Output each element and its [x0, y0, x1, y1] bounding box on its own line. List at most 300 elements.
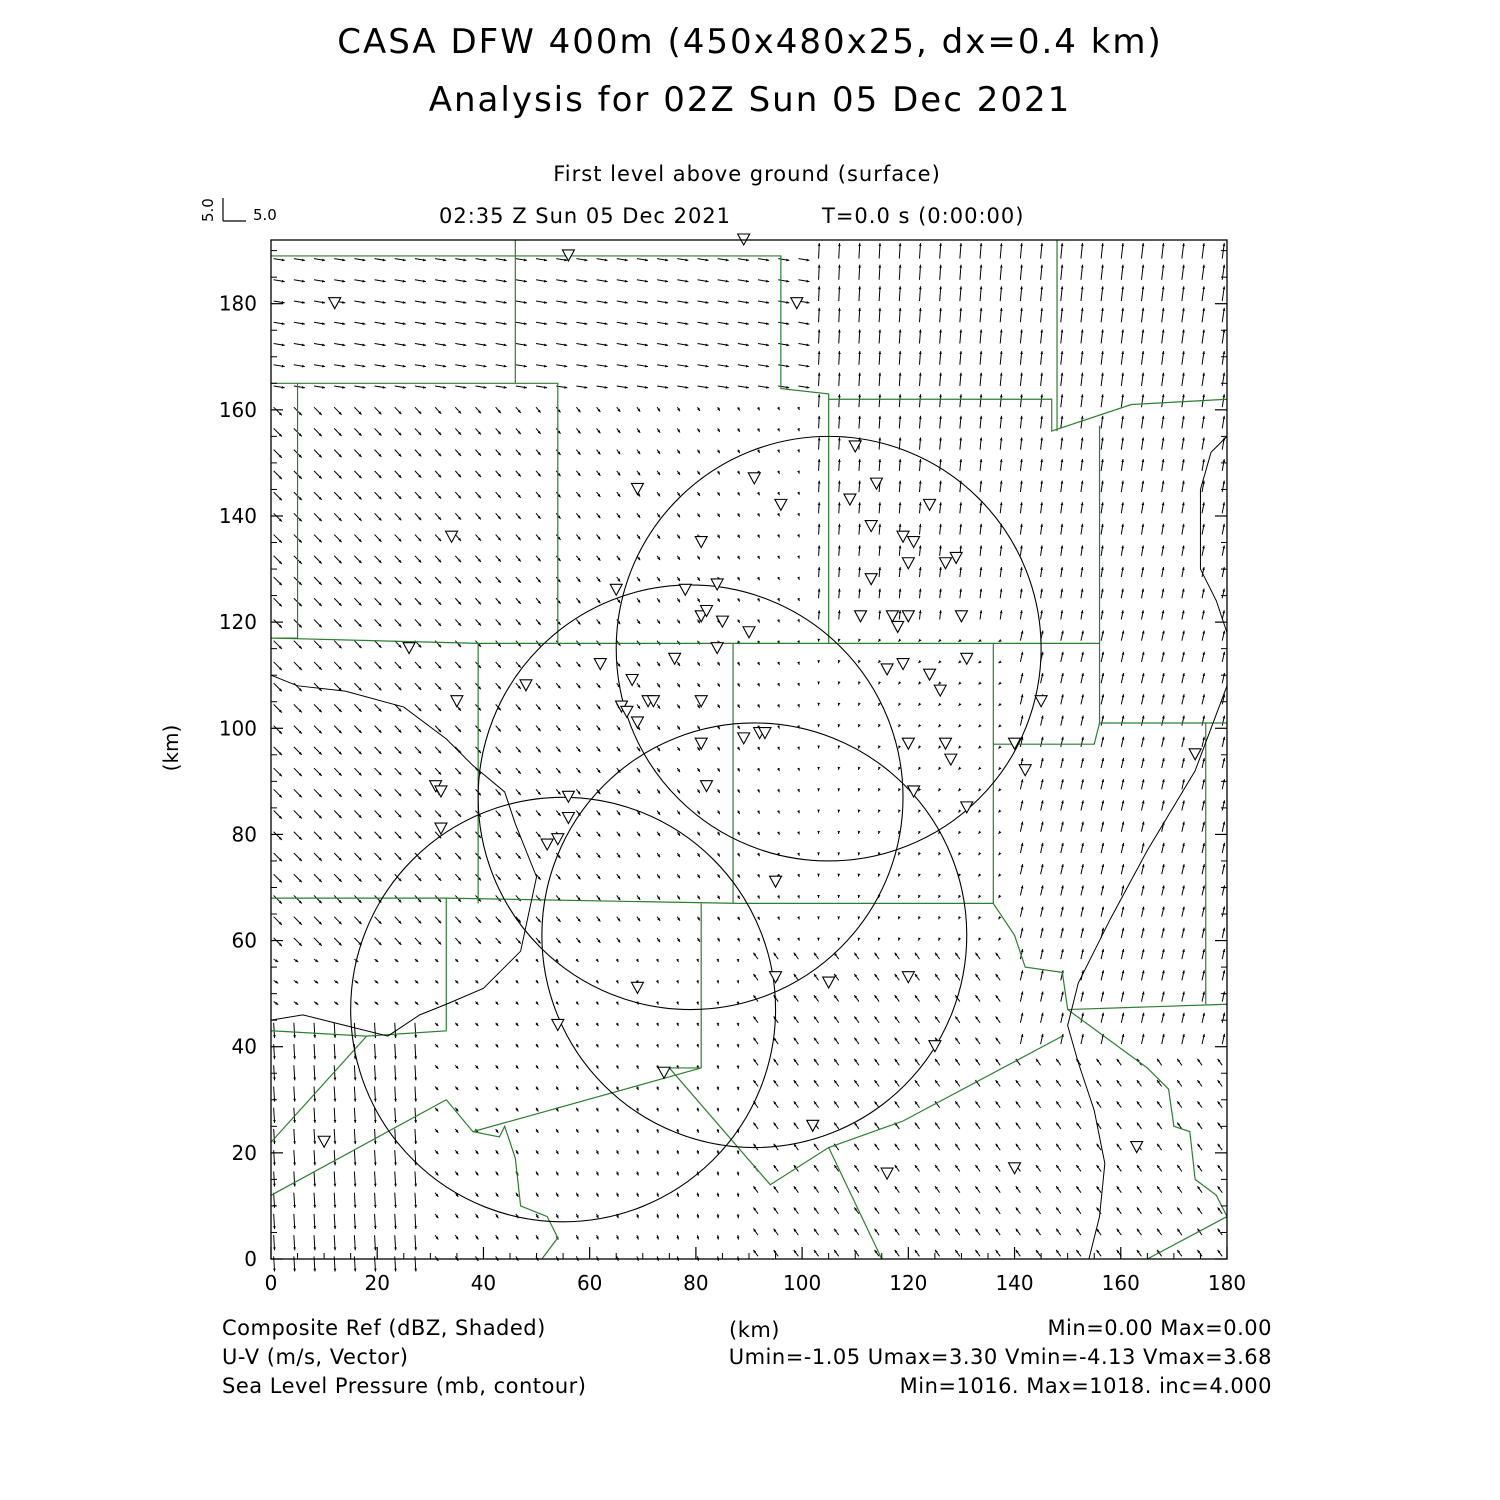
- wind-vector-head: [817, 788, 820, 791]
- station-marker: [329, 298, 341, 309]
- wind-vector-head: [980, 329, 983, 332]
- county-boundary-line: [271, 1031, 367, 1142]
- wind-vector-head: [919, 481, 922, 484]
- wind-vector-head: [898, 873, 901, 876]
- title-line-1: CASA DFW 400m (450x480x25, dx=0.4 km): [337, 22, 1163, 62]
- wind-vector-head: [838, 373, 841, 376]
- wind-vector-head: [636, 1172, 639, 1175]
- wind-vector-head: [797, 746, 800, 749]
- wind-vector-head: [980, 243, 983, 246]
- wind-vector-head: [938, 767, 941, 770]
- station-marker: [318, 1136, 330, 1147]
- wind-vector-head: [858, 243, 861, 246]
- wind-vector-head: [919, 308, 922, 311]
- wind-vector-head: [899, 481, 902, 484]
- wind-vector-head: [980, 308, 983, 311]
- wind-vector-head: [919, 394, 922, 397]
- wind-vector-head: [858, 660, 861, 663]
- wind-vector-head: [818, 545, 821, 548]
- county-boundary-line: [829, 399, 1227, 431]
- y-tick-label: 40: [231, 1034, 257, 1059]
- wind-vector-head: [273, 1141, 276, 1144]
- wind-vector-head: [858, 589, 861, 592]
- wind-vector-head: [838, 329, 841, 332]
- wind-vector-head: [958, 831, 961, 834]
- wind-vector-head: [918, 873, 921, 876]
- wind-vector-head: [394, 1162, 397, 1165]
- wind-vector-head: [394, 1184, 397, 1187]
- station-marker: [881, 1168, 893, 1179]
- wind-vector-head: [958, 724, 961, 727]
- wind-vector-head: [313, 1035, 316, 1038]
- county-boundary-line: [473, 903, 701, 1131]
- wind-vector-head: [394, 1078, 397, 1081]
- station-marker: [775, 499, 787, 510]
- wind-vector-head: [838, 416, 841, 419]
- wind-vector-head: [414, 1205, 417, 1208]
- wind-vector-head: [978, 809, 981, 812]
- station-marker: [902, 738, 914, 749]
- station-marker: [902, 611, 914, 622]
- wind-vector-head: [980, 373, 983, 376]
- wind-vector-head: [414, 1269, 417, 1272]
- station-marker: [1019, 765, 1031, 776]
- wind-vector-head: [938, 916, 941, 919]
- wind-vector-head: [919, 459, 922, 462]
- wind-vector-head: [636, 1151, 639, 1154]
- wind-vector-head: [878, 745, 881, 748]
- wind-vector-head: [414, 1247, 417, 1250]
- wind-vector-head: [797, 513, 800, 516]
- wind-vector-head: [919, 286, 922, 289]
- wind-vector-head: [918, 809, 921, 812]
- y-tick-label: 80: [231, 822, 257, 847]
- wind-vector-head: [818, 610, 821, 613]
- wind-vector-head: [958, 745, 961, 748]
- station-markers: [318, 234, 1201, 1179]
- wind-vector-head: [414, 1099, 417, 1102]
- wind-vector-head: [939, 437, 942, 440]
- wind-vector-head: [354, 1078, 357, 1081]
- wind-vector-head: [354, 1269, 357, 1272]
- wind-vector-head: [918, 660, 921, 663]
- wind-vector-head: [978, 873, 981, 876]
- wind-vector-head: [414, 1141, 417, 1144]
- station-marker: [695, 537, 707, 548]
- title-line-2: Analysis for 02Z Sun 05 Dec 2021: [428, 80, 1072, 120]
- wind-vector-head: [273, 1247, 276, 1250]
- wind-vector-head: [797, 916, 800, 919]
- wind-vector-head: [1000, 329, 1003, 332]
- station-marker: [669, 653, 681, 664]
- station-marker: [961, 653, 973, 664]
- wind-vector-head: [313, 1120, 316, 1123]
- wind-vector-head: [878, 724, 881, 727]
- station-marker: [929, 1041, 941, 1052]
- county-boundary-line: [669, 1036, 1062, 1185]
- wind-vector-head: [858, 703, 861, 706]
- wind-vector-head: [313, 1162, 316, 1165]
- wind-vector-head: [959, 416, 962, 419]
- wind-vector-head: [959, 243, 962, 246]
- wind-vector-head: [817, 916, 820, 919]
- wind-vector-head: [374, 1120, 377, 1123]
- integration-time-label: T=0.0 s (0:00:00): [822, 204, 1025, 228]
- wind-vector-head: [998, 788, 1001, 791]
- station-marker: [844, 494, 856, 505]
- wind-vector-head: [797, 662, 800, 665]
- wind-vector-head: [919, 243, 922, 246]
- wind-vector-head: [878, 767, 881, 770]
- wind-vector-head: [817, 724, 820, 727]
- wind-vector-head: [878, 459, 881, 462]
- station-marker: [541, 839, 553, 850]
- wind-vector-head: [797, 407, 800, 410]
- x-tick-label: 80: [683, 1271, 709, 1295]
- station-marker: [881, 664, 893, 675]
- wind-vector-head: [959, 373, 962, 376]
- y-tick-label: 0: [244, 1247, 257, 1271]
- wind-vector-head: [838, 265, 841, 268]
- wind-vector-head: [878, 524, 881, 527]
- wind-vector-head: [797, 598, 800, 601]
- wind-vector-head: [918, 767, 921, 770]
- wind-vector-head: [313, 1184, 316, 1187]
- wind-vector-head: [374, 1141, 377, 1144]
- wind-vector-head: [797, 449, 800, 452]
- radar-range-ring: [351, 797, 776, 1222]
- wind-vector-head: [334, 1226, 337, 1229]
- wind-vector-head: [958, 852, 961, 855]
- wind-vector-head: [313, 1141, 316, 1144]
- station-marker: [924, 499, 936, 510]
- wind-vector-head: [334, 1035, 337, 1038]
- station-marker: [626, 675, 638, 686]
- wind-vector-head: [334, 1162, 337, 1165]
- wind-vector-head: [374, 1056, 377, 1059]
- wind-vector-head: [334, 1056, 337, 1059]
- wind-vector-head: [898, 745, 901, 748]
- wind-vector-head: [959, 329, 962, 332]
- wind-vector-head: [293, 1205, 296, 1208]
- station-marker: [791, 298, 803, 309]
- wind-vector-head: [899, 329, 902, 332]
- wind-vector-head: [676, 980, 679, 983]
- wind-vector-head: [818, 589, 821, 592]
- wind-vector-head: [958, 660, 961, 663]
- wind-vector-head: [919, 437, 922, 440]
- wind-vector-head: [858, 394, 861, 397]
- wind-vector-head: [374, 1184, 377, 1187]
- wind-vector-head: [273, 1226, 276, 1229]
- level-label: First level above ground (surface): [553, 162, 941, 186]
- wind-vector-head: [898, 639, 901, 642]
- wind-vector-head: [998, 767, 1001, 770]
- wind-vector-head: [818, 329, 821, 332]
- county-boundary-line: [1147, 1217, 1227, 1259]
- wind-vector-head: [273, 1184, 276, 1187]
- wind-vector-head: [899, 351, 902, 354]
- legend-pressure-label: Sea Level Pressure (mb, contour): [222, 1374, 587, 1398]
- wind-vector-head: [978, 724, 981, 727]
- wind-vector-head: [919, 416, 922, 419]
- wind-vector-head: [998, 660, 1001, 663]
- wind-vector-head: [273, 1035, 276, 1038]
- wind-vector-head: [374, 1226, 377, 1229]
- wind-vector-head: [898, 852, 901, 855]
- wind-vector-head: [899, 545, 902, 548]
- station-marker: [892, 621, 904, 632]
- wind-vector-head: [354, 1141, 357, 1144]
- wind-vector-head: [878, 286, 881, 289]
- wind-vector-head: [938, 724, 941, 727]
- county-boundary-line: [993, 643, 1227, 723]
- wind-vector-head: [414, 1078, 417, 1081]
- wind-vector-head: [959, 394, 962, 397]
- wind-vector-head: [858, 724, 861, 727]
- wind-vector-head: [374, 1205, 377, 1208]
- wind-vector-head: [334, 1078, 337, 1081]
- wind-vector-head: [958, 788, 961, 791]
- wind-vector-head: [354, 1226, 357, 1229]
- wind-vector-head: [313, 1269, 316, 1272]
- wind-vector-head: [939, 416, 942, 419]
- wind-vector-head: [293, 1269, 296, 1272]
- wind-vector-head: [978, 767, 981, 770]
- wind-vector-head: [354, 1205, 357, 1208]
- wind-vector-head: [858, 416, 861, 419]
- wind-vector-head: [293, 1035, 296, 1038]
- wind-vector-head: [938, 703, 941, 706]
- wind-vector-head: [978, 639, 981, 642]
- wind-vector-head: [978, 852, 981, 855]
- wind-vector-head: [899, 243, 902, 246]
- wind-vector-head: [838, 243, 841, 246]
- wind-vector-head: [273, 1078, 276, 1081]
- wind-vector-head: [374, 1099, 377, 1102]
- x-axis-unit: (km): [729, 1318, 781, 1342]
- wind-vector-head: [918, 895, 921, 898]
- wind-vector-head: [899, 265, 902, 268]
- wind-vector-head: [998, 831, 1001, 834]
- station-marker: [870, 478, 882, 489]
- wind-vector-head: [939, 329, 942, 332]
- wind-vector-head: [313, 1078, 316, 1081]
- wind-vector-head: [394, 1099, 397, 1102]
- station-marker: [897, 659, 909, 670]
- wind-vector-head: [838, 524, 841, 527]
- wind-vector-head: [958, 809, 961, 812]
- wind-vector-head: [334, 1099, 337, 1102]
- wind-vector-head: [313, 1205, 316, 1208]
- wind-vector-head: [334, 1184, 337, 1187]
- wind-vector-head: [817, 938, 820, 941]
- county-boundary-line: [829, 1148, 882, 1259]
- pressure-contours: [271, 436, 1227, 1259]
- wind-vector-head: [858, 639, 861, 642]
- wind-vector-head: [938, 809, 941, 812]
- wind-vector-head: [696, 959, 699, 962]
- wind-vector-head: [797, 938, 800, 941]
- wind-vector-head: [918, 745, 921, 748]
- wind-vector-head: [797, 470, 800, 473]
- wind-vector-head: [394, 1205, 397, 1208]
- wind-vector-head: [878, 831, 881, 834]
- wind-vector-head: [938, 745, 941, 748]
- wind-vector-head: [293, 1162, 296, 1165]
- wind-vector-head: [938, 639, 941, 642]
- wind-vector-head: [878, 788, 881, 791]
- wind-vector-head: [334, 1141, 337, 1144]
- wind-vector-head: [918, 681, 921, 684]
- wind-vector-head: [313, 1226, 316, 1229]
- station-marker: [621, 706, 633, 717]
- county-boundary-line: [993, 723, 1099, 744]
- wind-vector-head: [899, 502, 902, 505]
- wind-vector-head: [978, 682, 981, 685]
- wind-vector-head: [978, 745, 981, 748]
- wind-vector-head: [797, 810, 800, 813]
- wind-vector-head: [898, 703, 901, 706]
- wind-vector-head: [998, 639, 1001, 642]
- wind-vector-head: [938, 681, 941, 684]
- wind-vector-head: [818, 265, 821, 268]
- wind-vector-head: [878, 308, 881, 311]
- wind-vector-head: [616, 1236, 619, 1239]
- wind-vector-head: [414, 1226, 417, 1229]
- wind-vector-head: [273, 1056, 276, 1059]
- wind-vector-head: [978, 831, 981, 834]
- plot-frame: [271, 240, 1227, 1259]
- wind-vector-head: [334, 1247, 337, 1250]
- y-tick-label: 180: [218, 291, 257, 316]
- wind-vector-head: [818, 567, 821, 570]
- wind-vector-head: [394, 1226, 397, 1229]
- wind-vector-head: [1020, 286, 1023, 289]
- wind-vector-head: [334, 1269, 337, 1272]
- y-axis-unit: (km): [159, 724, 183, 772]
- station-marker: [908, 786, 920, 797]
- wind-vector-head: [858, 545, 861, 548]
- wind-vector-head: [797, 768, 800, 771]
- x-tick-label: 0: [264, 1271, 278, 1295]
- wind-vector-head: [354, 1099, 357, 1102]
- wind-vector-head: [938, 788, 941, 791]
- wind-vector-head: [939, 265, 942, 268]
- wind-vector-head: [838, 437, 841, 440]
- wind-vector-head: [1000, 308, 1003, 311]
- wind-vector-head: [958, 639, 961, 642]
- station-marker: [855, 611, 867, 622]
- wind-vector-head: [374, 1247, 377, 1250]
- wind-vector-head: [878, 243, 881, 246]
- wind-vector-head: [838, 286, 841, 289]
- station-marker: [701, 781, 713, 792]
- wind-vector-head: [676, 1002, 679, 1005]
- legend-wind-stats: Umin=-1.05 Umax=3.30 Vmin=-4.13 Vmax=3.68: [728, 1345, 1272, 1369]
- wind-vector-head: [414, 1120, 417, 1123]
- wind-vector-head: [374, 1162, 377, 1165]
- wind-vector-head: [818, 502, 821, 505]
- wind-vector-head: [818, 243, 821, 246]
- station-marker: [1035, 696, 1047, 707]
- wind-vector-head: [899, 416, 902, 419]
- station-marker: [631, 483, 643, 494]
- wind-vector-head: [878, 373, 881, 376]
- station-marker: [886, 611, 898, 622]
- x-tick-label: 20: [364, 1271, 390, 1295]
- county-boundary-line: [271, 638, 478, 903]
- wind-vector-head: [354, 1247, 357, 1250]
- county-boundaries: [271, 240, 1227, 1259]
- wind-vector-head: [838, 459, 841, 462]
- wind-vector-head: [817, 831, 820, 834]
- wind-vector-head: [918, 831, 921, 834]
- wind-vector-head: [818, 394, 821, 397]
- wind-vector-field: [273, 243, 1225, 1271]
- wind-vector-head: [293, 1099, 296, 1102]
- wind-vector-head: [636, 1194, 639, 1197]
- station-marker: [631, 982, 643, 993]
- x-tick-label: 40: [470, 1271, 497, 1295]
- wind-vector-head: [858, 502, 861, 505]
- wind-vector-head: [818, 481, 821, 484]
- wind-vector-head: [797, 874, 800, 877]
- station-marker: [594, 659, 606, 670]
- wind-vector-head: [958, 703, 961, 706]
- station-marker: [695, 696, 707, 707]
- wind-vector-head: [797, 789, 800, 792]
- wind-vector-head: [838, 394, 841, 397]
- wind-vector-head: [394, 1035, 397, 1038]
- wind-vector-head: [918, 724, 921, 727]
- wind-vector-head: [938, 852, 941, 855]
- station-marker: [955, 611, 967, 622]
- x-tick-label: 180: [1207, 1271, 1247, 1295]
- wind-vector-head: [838, 567, 841, 570]
- y-tick-label: 120: [218, 610, 257, 635]
- wind-vector-head: [998, 873, 1001, 876]
- wind-vector-head: [313, 1099, 316, 1102]
- station-marker: [711, 643, 723, 654]
- wind-vector-head: [899, 394, 902, 397]
- wind-vector-head: [414, 1056, 417, 1059]
- wind-vector-head: [838, 308, 841, 311]
- wind-vector-head: [959, 265, 962, 268]
- wind-vector-head: [797, 492, 800, 495]
- legend-reflectivity-label: Composite Ref (dBZ, Shaded): [222, 1316, 546, 1340]
- wind-vector-head: [354, 1162, 357, 1165]
- station-marker: [934, 685, 946, 696]
- wind-vector-head: [918, 639, 921, 642]
- wind-vector-head: [656, 1108, 659, 1111]
- wind-vector-head: [878, 809, 881, 812]
- wind-vector-head: [858, 265, 861, 268]
- station-marker: [679, 584, 691, 595]
- y-tick-label: 60: [231, 928, 257, 953]
- wind-vector-head: [858, 481, 861, 484]
- wind-vector-head: [817, 852, 820, 855]
- station-marker: [865, 574, 877, 585]
- wind-vector-head: [394, 1269, 397, 1272]
- wind-vector-head: [293, 1120, 296, 1123]
- wind-vector-head: [959, 308, 962, 311]
- wind-vector-head: [978, 895, 981, 898]
- station-marker: [940, 738, 952, 749]
- wind-vector-head: [273, 1162, 276, 1165]
- wind-vector-head: [959, 286, 962, 289]
- wind-vector-head: [818, 524, 821, 527]
